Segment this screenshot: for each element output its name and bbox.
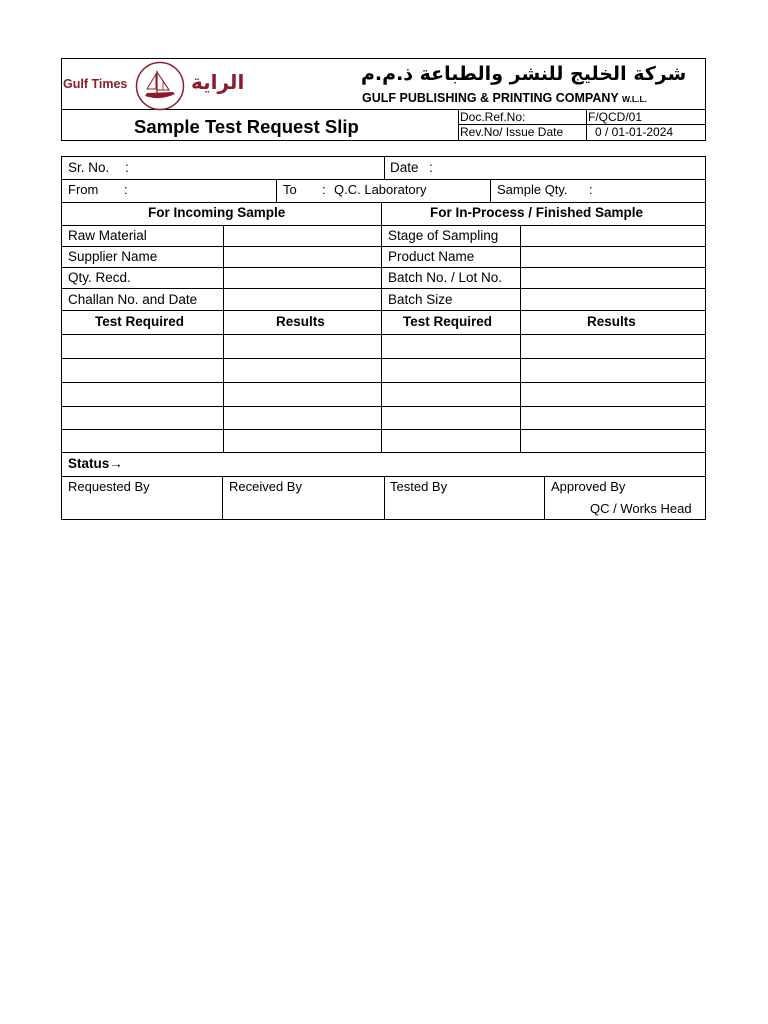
col-line (276, 179, 277, 202)
test-cell[interactable] (224, 430, 380, 451)
incoming-sample-heading: For Incoming Sample (148, 205, 286, 220)
date-label: Date (390, 160, 419, 175)
test-cell[interactable] (62, 383, 222, 405)
sr-no-field[interactable] (134, 157, 382, 178)
batch-size-field[interactable] (521, 289, 704, 310)
row-line (61, 310, 706, 311)
from-label: From (68, 182, 99, 197)
results-header-left: Results (276, 314, 325, 329)
from-field[interactable] (132, 180, 274, 201)
batch-no-field[interactable] (521, 268, 704, 288)
stage-of-sampling-label: Stage of Sampling (388, 228, 499, 243)
test-cell[interactable] (224, 383, 380, 405)
rev-label: Rev.No/ Issue Date (460, 125, 564, 139)
test-cell[interactable] (382, 407, 519, 428)
company-name-text: GULF PUBLISHING & PRINTING COMPANY (362, 91, 619, 105)
doc-ref-value: F/QCD/01 (588, 110, 643, 124)
requested-by-label: Requested By (68, 479, 150, 494)
sr-no-separator: : (125, 160, 129, 175)
dhow-boat-logo-icon (135, 61, 185, 111)
test-required-header-right: Test Required (403, 314, 493, 329)
date-field[interactable] (437, 157, 704, 178)
header-vertical-divider (458, 109, 459, 141)
test-cell[interactable] (62, 430, 222, 451)
supplier-name-label: Supplier Name (68, 249, 158, 264)
page-title: Sample Test Request Slip (134, 116, 359, 137)
status-label (68, 456, 123, 471)
test-cell[interactable] (521, 383, 704, 405)
test-required-header-left: Test Required (95, 314, 185, 329)
row-line (61, 202, 706, 203)
test-cell[interactable] (521, 430, 704, 451)
date-separator: : (429, 160, 433, 175)
from-separator: : (124, 182, 128, 197)
challan-no-label: Challan No. and Date (68, 292, 198, 307)
test-cell[interactable] (224, 407, 380, 428)
test-cell[interactable] (382, 383, 519, 405)
arabic-logo-text: الراية (191, 70, 245, 94)
qty-recd-field[interactable] (224, 268, 380, 288)
status-label-text: Status (68, 456, 110, 471)
results-header-right: Results (587, 314, 636, 329)
received-by-signature[interactable] (223, 496, 383, 519)
sample-qty-field[interactable] (597, 180, 704, 201)
requested-by-signature[interactable] (62, 496, 221, 519)
company-name (362, 91, 647, 105)
arrow-right-icon: → (109, 456, 123, 471)
test-cell[interactable] (521, 359, 704, 381)
arabic-company-name: شركة الخليج للنشر والطباعة ذ.م.م (361, 63, 687, 85)
raw-material-field[interactable] (224, 226, 380, 246)
test-cell[interactable] (224, 335, 380, 357)
test-cell[interactable] (224, 359, 380, 381)
doc-ref-label: Doc.Ref.No: (460, 110, 526, 124)
test-cell[interactable] (62, 335, 222, 357)
test-cell[interactable] (382, 335, 519, 357)
test-cell[interactable] (382, 430, 519, 451)
col-line (490, 179, 491, 202)
sample-qty-separator: : (589, 182, 593, 197)
raw-material-label: Raw Material (68, 228, 147, 243)
tested-by-signature[interactable] (385, 496, 543, 519)
approved-by-label: Approved By (551, 479, 626, 494)
test-cell[interactable] (521, 335, 704, 357)
test-cell[interactable] (62, 407, 222, 428)
approver-role-label: QC / Works Head (590, 501, 692, 516)
company-suffix: W.L.L. (621, 94, 648, 104)
sr-no-label: Sr. No. (68, 160, 110, 175)
challan-no-field[interactable] (224, 289, 380, 310)
batch-size-label: Batch Size (388, 292, 453, 307)
rev-value: 0 / 01-01-2024 (595, 125, 674, 139)
stage-of-sampling-field[interactable] (521, 226, 704, 246)
to-value: Q.C. Laboratory (334, 182, 427, 197)
to-separator: : (322, 182, 326, 197)
received-by-label: Received By (229, 479, 302, 494)
to-label: To (283, 182, 297, 197)
qty-recd-label: Qty. Recd. (68, 270, 131, 285)
product-name-label: Product Name (388, 249, 475, 264)
product-name-field[interactable] (521, 247, 704, 267)
batch-no-label: Batch No. / Lot No. (388, 270, 503, 285)
col-line (544, 476, 545, 520)
supplier-name-field[interactable] (224, 247, 380, 267)
test-cell[interactable] (382, 359, 519, 381)
test-cell[interactable] (62, 359, 222, 381)
sample-qty-label: Sample Qty. (497, 182, 568, 197)
test-cell[interactable] (521, 407, 704, 428)
col-line (384, 156, 385, 179)
status-field[interactable] (130, 453, 704, 475)
header-doc-divider (586, 109, 587, 141)
inprocess-sample-heading: For In-Process / Finished Sample (430, 205, 644, 220)
tested-by-label: Tested By (390, 479, 448, 494)
gulf-times-logo-text: Gulf Times (63, 77, 128, 91)
